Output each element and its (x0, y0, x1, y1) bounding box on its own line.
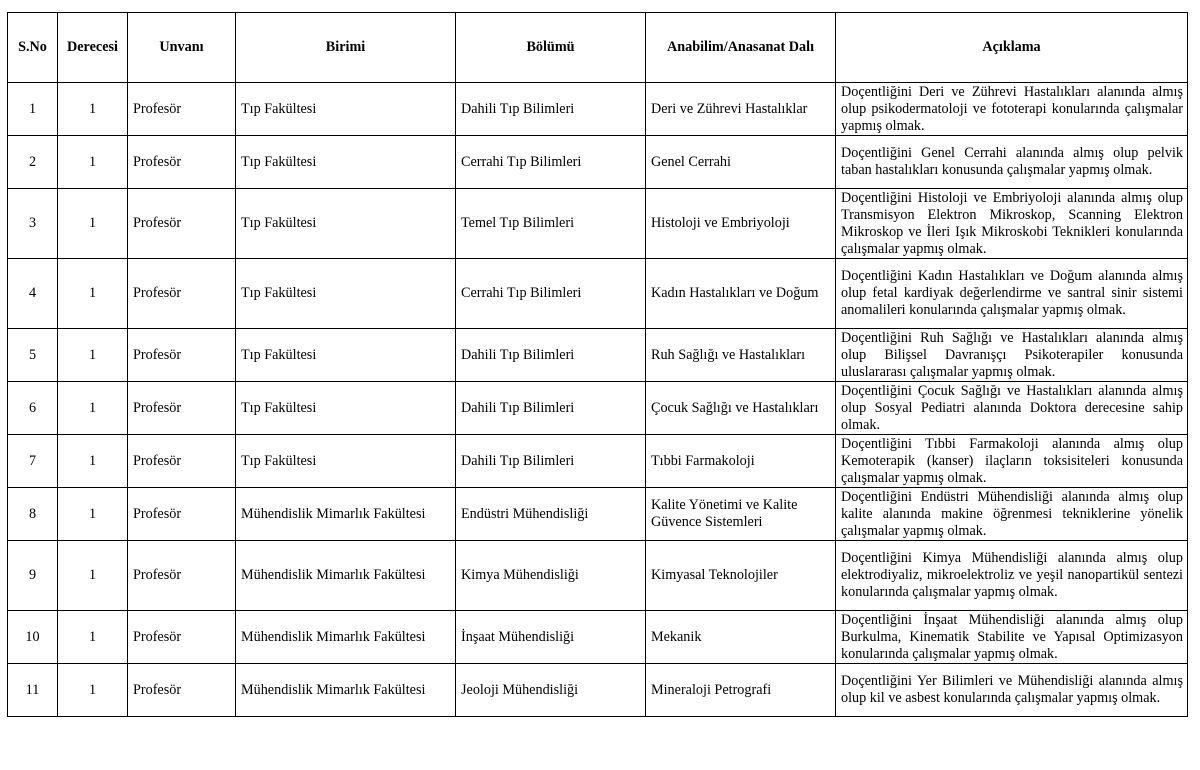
cell-birim: Tıp Fakültesi (236, 189, 456, 259)
cell-anabilim: Mekanik (646, 611, 836, 664)
cell-unvan: Profesör (128, 329, 236, 382)
header-row (8, 13, 1188, 83)
table-row (8, 83, 1188, 136)
cell-anabilim: Kalite Yönetimi ve Kalite Güvence Sistemleri (646, 488, 836, 541)
cell-sno: 2 (8, 136, 58, 189)
table-row (8, 136, 1188, 189)
cell-sno: 6 (8, 382, 58, 435)
cell-sno: 3 (8, 189, 58, 259)
cell-bolum: Cerrahi Tıp Bilimleri (456, 136, 646, 189)
cell-sno: 9 (8, 541, 58, 611)
cell-aciklama: Doçentliğini Deri ve Zührevi Hastalıkları alanında almış olup psikodermatoloji ve fototerapi konularında çalışmalar yapmış olmak. (836, 83, 1188, 136)
table-row (8, 488, 1188, 541)
cell-derece: 1 (58, 541, 128, 611)
cell-derece: 1 (58, 435, 128, 488)
cell-bolum: Temel Tıp Bilimleri (456, 189, 646, 259)
cell-aciklama: Doçentliğini Histoloji ve Embriyoloji alanında almış olup Transmisyon Elektron Mikroskop, Scanning Elektron Mikroskop ve İleri Işık Mikroskobi Teknikleri konularında çalışmalar yapmış olmak. (836, 189, 1188, 259)
cell-sno: 1 (8, 83, 58, 136)
cell-aciklama: Doçentliğini Çocuk Sağlığı ve Hastalıkları alanında almış olup Sosyal Pediatri alanında Doktora derecesine sahip olmak. (836, 382, 1188, 435)
cell-birim: Mühendislik Mimarlık Fakültesi (236, 664, 456, 717)
cell-birim: Tıp Fakültesi (236, 259, 456, 329)
cell-sno: 10 (8, 611, 58, 664)
cell-bolum: Dahili Tıp Bilimleri (456, 329, 646, 382)
cell-birim: Tıp Fakültesi (236, 435, 456, 488)
cell-anabilim: Çocuk Sağlığı ve Hastalıkları (646, 382, 836, 435)
cell-unvan: Profesör (128, 136, 236, 189)
cell-bolum: Endüstri Mühendisliği (456, 488, 646, 541)
cell-unvan: Profesör (128, 189, 236, 259)
cell-bolum: İnşaat Mühendisliği (456, 611, 646, 664)
header-unvani: Unvanı (128, 13, 236, 83)
cell-bolum: Dahili Tıp Bilimleri (456, 382, 646, 435)
cell-unvan: Profesör (128, 382, 236, 435)
cell-birim: Tıp Fakültesi (236, 136, 456, 189)
cell-birim: Mühendislik Mimarlık Fakültesi (236, 541, 456, 611)
cell-anabilim: Kimyasal Teknolojiler (646, 541, 836, 611)
cell-birim: Tıp Fakültesi (236, 329, 456, 382)
cell-derece: 1 (58, 329, 128, 382)
cell-birim: Tıp Fakültesi (236, 83, 456, 136)
cell-birim: Mühendislik Mimarlık Fakültesi (236, 488, 456, 541)
table-row (8, 435, 1188, 488)
header-birimi: Birimi (236, 13, 456, 83)
cell-derece: 1 (58, 259, 128, 329)
table-row (8, 382, 1188, 435)
cell-bolum: Jeoloji Mühendisliği (456, 664, 646, 717)
cell-sno: 5 (8, 329, 58, 382)
cell-unvan: Profesör (128, 664, 236, 717)
table-row (8, 259, 1188, 329)
cell-anabilim: Ruh Sağlığı ve Hastalıkları (646, 329, 836, 382)
cell-derece: 1 (58, 189, 128, 259)
cell-aciklama: Doçentliğini Kadın Hastalıkları ve Doğum alanında almış olup fetal kardiyak değerlendirme ve santral sinir sistemi anomalileri konularında çalışmalar yapmış olmak. (836, 259, 1188, 329)
header-anabilim: Anabilim/Anasanat Dalı (646, 13, 836, 83)
cell-derece: 1 (58, 488, 128, 541)
cell-sno: 4 (8, 259, 58, 329)
cell-anabilim: Mineraloji Petrografi (646, 664, 836, 717)
cell-unvan: Profesör (128, 488, 236, 541)
cell-sno: 7 (8, 435, 58, 488)
cell-derece: 1 (58, 83, 128, 136)
cell-derece: 1 (58, 611, 128, 664)
cell-unvan: Profesör (128, 611, 236, 664)
cell-derece: 1 (58, 382, 128, 435)
cell-bolum: Dahili Tıp Bilimleri (456, 435, 646, 488)
cell-anabilim: Tıbbi Farmakoloji (646, 435, 836, 488)
cell-anabilim: Kadın Hastalıkları ve Doğum (646, 259, 836, 329)
cell-aciklama: Doçentliğini Ruh Sağlığı ve Hastalıkları alanında almış olup Bilişsel Davranışçı Psikoterapiler konusunda uluslararası çalışmalar yapmış olmak. (836, 329, 1188, 382)
cell-anabilim: Histoloji ve Embriyoloji (646, 189, 836, 259)
cell-aciklama: Doçentliğini Endüstri Mühendisliği alanında almış olup kalite alanında makine öğrenmesi tekniklerine yönelik çalışmalar yapmış olmak. (836, 488, 1188, 541)
cell-birim: Tıp Fakültesi (236, 382, 456, 435)
cell-unvan: Profesör (128, 435, 236, 488)
table-row (8, 329, 1188, 382)
cell-unvan: Profesör (128, 259, 236, 329)
cell-derece: 1 (58, 664, 128, 717)
header-derecesi: Derecesi (58, 13, 128, 83)
table-row (8, 664, 1188, 717)
cell-unvan: Profesör (128, 541, 236, 611)
cell-aciklama: Doçentliğini Tıbbi Farmakoloji alanında almış olup Kemoterapik (kanser) ilaçların toksisiteleri konusunda çalışmalar yapmış olmak. (836, 435, 1188, 488)
cell-bolum: Kimya Mühendisliği (456, 541, 646, 611)
header-sno: S.No (8, 13, 58, 83)
cell-sno: 11 (8, 664, 58, 717)
cell-unvan: Profesör (128, 83, 236, 136)
cell-birim: Mühendislik Mimarlık Fakültesi (236, 611, 456, 664)
header-bolumu: Bölümü (456, 13, 646, 83)
cell-anabilim: Deri ve Zührevi Hastalıklar (646, 83, 836, 136)
cell-derece: 1 (58, 136, 128, 189)
cell-aciklama: Doçentliğini Kimya Mühendisliği alanında almış olup elektrodiyaliz, mikroelektroliz ve yeşil nanopartikül sentezi konularında çalışmalar yapmış olmak. (836, 541, 1188, 611)
cell-aciklama: Doçentliğini İnşaat Mühendisliği alanında almış olup Burkulma, Kinematik Stabilite ve Yapısal Optimizasyon konularında çalışmalar yapmış olmak. (836, 611, 1188, 664)
cell-aciklama: Doçentliğini Genel Cerrahi alanında almış olup pelvik taban hastalıkları konusunda çalışmalar yapmış olmak. (836, 136, 1188, 189)
cell-aciklama: Doçentliğini Yer Bilimleri ve Mühendisliği alanında almış olup kil ve asbest konularında çalışmalar yapmış olmak. (836, 664, 1188, 717)
cell-bolum: Cerrahi Tıp Bilimleri (456, 259, 646, 329)
cell-sno: 8 (8, 488, 58, 541)
table-row (8, 541, 1188, 611)
header-aciklama: Açıklama (836, 13, 1188, 83)
table-row (8, 189, 1188, 259)
positions-table (7, 12, 1188, 717)
table-row (8, 611, 1188, 664)
cell-anabilim: Genel Cerrahi (646, 136, 836, 189)
cell-bolum: Dahili Tıp Bilimleri (456, 83, 646, 136)
